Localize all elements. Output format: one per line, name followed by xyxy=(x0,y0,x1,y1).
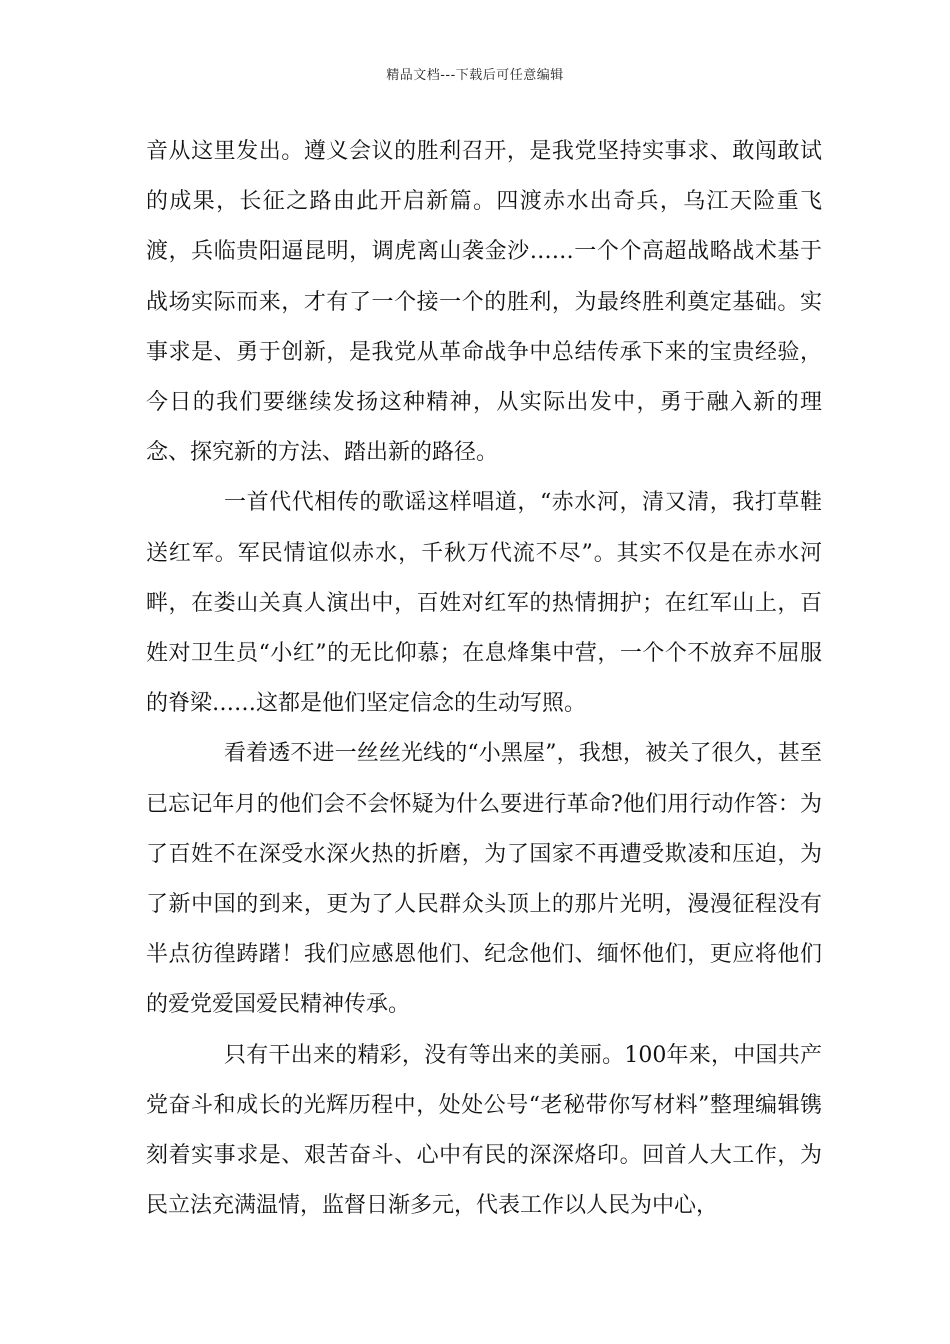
paragraph-3: 看着透不进一丝丝光线的“小黑屋”，我想，被关了很久，甚至已忘记年月的他们会不会怀疑为什么要进行革命?他们用行动作答：为了百姓不在深受水深火热的折磨，为了国家不再遭受欺凌和压迫，为了新中国的到来，更为了人民群众头顶上的那片光明，漫漫征程没有半点彷徨踌躇！我们应感恩他们、纪念他们、缅怀他们，更应将他们的爱党爱国爱民精神传承。 xyxy=(146,741,822,1018)
paragraph-4: 只有干出来的精彩，没有等出来的美丽。100年来，中国共产党奋斗和成长的光辉历程中，处处公号“老秘带你写材料”整理编辑镌刻着实事求是、艰苦奋斗、心中有民的深深烙印。回首人大工作，为民立法充满温情，监督日渐多元，代表工作以人民为中心， xyxy=(146,1042,822,1219)
paragraph-2: 一首代代相传的歌谣这样唱道，“赤水河，清又清，我打草鞋送红军。军民情谊似赤水，千秋万代流不尽”。其实不仅是在赤水河畔，在娄山关真人演出中，百姓对红军的热情拥护；在红军山上，百姓对卫生员“小红”的无比仰慕；在息烽集中营，一个个不放弃不屈服的脊梁……这都是他们坚定信念的生动写照。 xyxy=(146,490,822,717)
paragraph-1: 音从这里发出。遵义会议的胜利召开，是我党坚持实事求、敢闯敢试的成果，长征之路由此开启新篇。四渡赤水出奇兵，乌江天险重飞渡，兵临贵阳逼昆明，调虎离山袭金沙……一个个高超战略战术基于战场实际而来，才有了一个接一个的胜利，为最终胜利奠定基础。实事求是、勇于创新，是我党从革命战争中总结传承下来的宝贵经验，今日的我们要继续发扬这种精神，从实际出发中，勇于融入新的理念、探究新的方法、踏出新的路径。 xyxy=(146,139,822,466)
page-header: 精品文档---下载后可任意编辑 xyxy=(386,68,564,83)
document-body xyxy=(146,127,822,1231)
